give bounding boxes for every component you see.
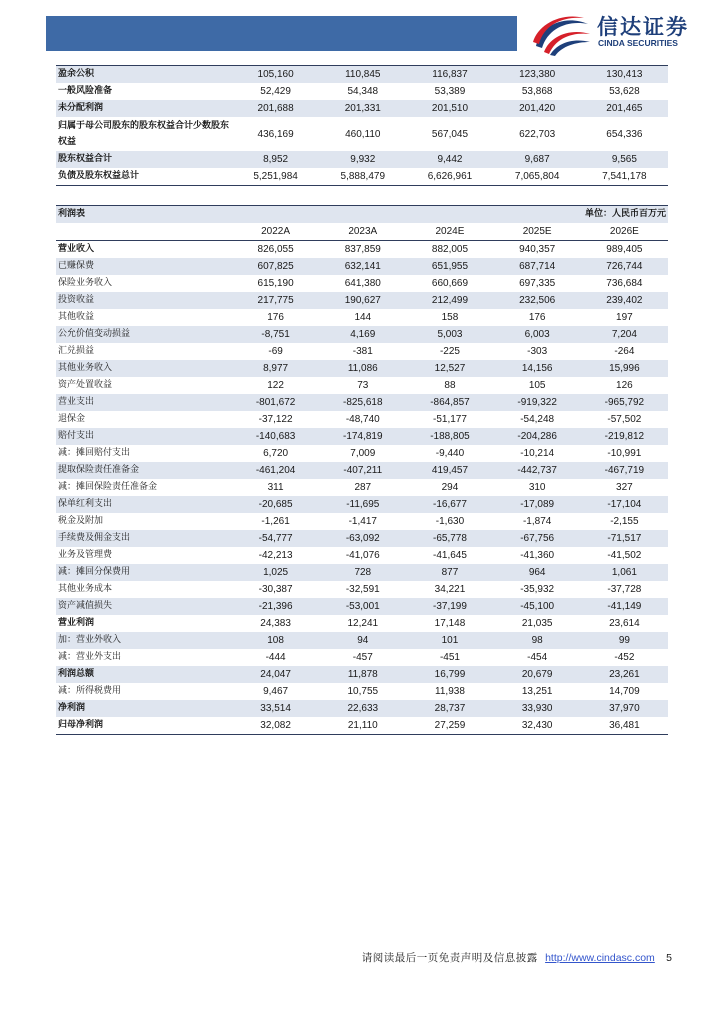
cell-value: 212,499 (406, 292, 493, 309)
cell-value: 660,669 (431, 278, 469, 289)
cell-value: 728 (319, 564, 406, 581)
row-label: 其他收益 (58, 312, 95, 322)
cell-value: 201,331 (319, 100, 406, 117)
cell-value: 27,259 (434, 720, 466, 731)
row-label: 营业收入 (58, 244, 95, 254)
cell-value: 239,402 (581, 292, 668, 309)
cell-value: 24,383 (260, 618, 291, 629)
cell-value: 14,709 (609, 686, 640, 697)
cell-value: 622,703 (519, 128, 556, 140)
cell-value: -17,104 (581, 496, 668, 513)
cell-value: -444 (265, 652, 286, 663)
income-statement-title-row (56, 206, 668, 224)
cell-value: 651,955 (406, 258, 493, 275)
table-row (56, 168, 668, 186)
cell-value: -63,092 (319, 530, 406, 547)
table-row (56, 581, 668, 598)
cell-value: 726,744 (581, 258, 668, 275)
row-label: 投资收益 (56, 292, 232, 309)
cell-value: 73 (357, 380, 369, 391)
cell-value: 23,261 (581, 666, 668, 683)
cell-value: 98 (494, 632, 581, 649)
cell-value: -41,645 (433, 550, 467, 561)
cell-value: 217,775 (232, 292, 319, 309)
table-row (56, 462, 668, 479)
row-label: 提取保险责任准备金 (56, 462, 232, 479)
cell-value: -457 (352, 652, 373, 663)
cell-value: 697,335 (519, 278, 556, 289)
cell-value: 12,527 (406, 360, 493, 377)
cell-value: 607,825 (232, 258, 319, 275)
cell-value: -32,591 (345, 584, 380, 595)
cell-value: 877 (406, 564, 493, 581)
cell-value: 5,003 (406, 326, 493, 343)
table-row (56, 100, 668, 117)
cell-value: 144 (354, 312, 372, 323)
year-header: 2025E (494, 223, 581, 241)
cell-value: 130,413 (581, 66, 668, 84)
cell-value: -188,805 (406, 428, 493, 445)
cell-value: 34,221 (434, 584, 466, 595)
cell-value: 964 (494, 564, 581, 581)
row-label: 减：营业外支出 (58, 652, 122, 662)
cell-value: 12,241 (347, 618, 379, 629)
income-statement-title: 利润表 (56, 206, 232, 224)
cell-value: 6,003 (494, 326, 581, 343)
cell-value: 33,514 (232, 700, 319, 717)
cell-value: -174,819 (319, 428, 406, 445)
row-label: 资产减值损失 (56, 598, 232, 615)
cell-value: 9,467 (263, 686, 289, 697)
year-header: 2026E (581, 223, 668, 241)
cell-value: 436,169 (257, 128, 294, 140)
row-label: 汇兑损益 (58, 346, 95, 356)
cell-value: 99 (581, 632, 668, 649)
cell-value: 294 (441, 482, 459, 493)
table-row (56, 445, 668, 462)
cell-value: 105,160 (232, 66, 319, 84)
row-label: 归母净利润 (58, 720, 104, 730)
cell-value: 8,952 (232, 151, 319, 168)
cell-value: 11,086 (319, 360, 406, 377)
cell-value: -21,396 (232, 598, 319, 615)
cell-value: -461,204 (232, 462, 319, 479)
cell-value: 13,251 (521, 686, 553, 697)
cell-value: -41,360 (520, 550, 555, 561)
cell-value: -11,695 (319, 496, 406, 513)
cell-value: -467,719 (581, 462, 668, 479)
cell-value: 33,930 (494, 700, 581, 717)
row-label: 减：摊回保险责任准备金 (58, 482, 158, 492)
cell-value: 311 (267, 482, 284, 493)
cell-value: -1,261 (261, 516, 290, 527)
table-row (56, 700, 668, 717)
cell-value: -452 (614, 652, 635, 663)
cell-value: 9,687 (494, 151, 581, 168)
cell-value: 8,977 (232, 360, 319, 377)
cell-value: -37,122 (258, 414, 293, 425)
cell-value: 37,970 (581, 700, 668, 717)
cell-value: -140,683 (232, 428, 319, 445)
logo-english-text: CINDA SECURITIES (598, 38, 678, 48)
table-row (56, 717, 668, 735)
cell-value: 1,061 (581, 564, 668, 581)
row-label: 一般风险准备 (58, 86, 113, 96)
cell-value: -204,286 (494, 428, 581, 445)
table-row (56, 428, 668, 445)
cell-value: 310 (528, 482, 546, 493)
cell-value: 53,868 (521, 86, 553, 97)
table-row (56, 151, 668, 168)
row-label: 减：所得税费用 (58, 686, 122, 696)
cell-value: -42,213 (258, 550, 293, 561)
cell-value: -919,322 (494, 394, 581, 411)
table-row (56, 479, 668, 496)
income-statement-table (56, 205, 668, 735)
table-row (56, 377, 668, 394)
cell-value: -41,149 (581, 598, 668, 615)
cell-value: 32,082 (260, 720, 291, 731)
logo-chinese-text: 信达证券 (597, 15, 689, 39)
cell-value: 6,720 (263, 448, 289, 459)
row-label: 手续费及佣金支出 (56, 530, 232, 547)
cinda-logo (530, 12, 710, 56)
cell-value: 101 (406, 632, 493, 649)
cell-value: -67,756 (494, 530, 581, 547)
cell-value: 736,684 (606, 278, 643, 289)
row-label: 赔付支出 (56, 428, 232, 445)
table-row (56, 530, 668, 547)
cell-value: 882,005 (431, 244, 469, 255)
cell-value: -8,751 (232, 326, 319, 343)
cell-value: -264 (614, 346, 635, 357)
table-row (56, 632, 668, 649)
cell-value: -451 (439, 652, 460, 663)
header-banner (46, 16, 517, 51)
table-row (56, 117, 668, 151)
cell-value: 419,457 (406, 462, 493, 479)
cell-value: -10,214 (520, 448, 555, 459)
cell-value: 615,190 (257, 278, 294, 289)
cell-value: -53,001 (319, 598, 406, 615)
table-row (56, 258, 668, 275)
table-row (56, 309, 668, 326)
cell-value: 197 (616, 312, 633, 323)
cell-value: 20,679 (494, 666, 581, 683)
cell-value: 826,055 (257, 244, 294, 255)
cell-value: 176 (528, 312, 546, 323)
cell-value: 654,336 (606, 128, 643, 140)
table-row (56, 496, 668, 513)
cell-value: 287 (354, 482, 372, 493)
cell-value: 201,688 (232, 100, 319, 117)
cell-value: 687,714 (494, 258, 581, 275)
cell-value: 16,799 (406, 666, 493, 683)
cell-value: -69 (268, 346, 283, 357)
cell-value: 54,348 (347, 86, 379, 97)
cell-value: 105 (528, 380, 546, 391)
cell-value: -37,199 (406, 598, 493, 615)
cell-value: 9,442 (406, 151, 493, 168)
cell-value: 23,614 (609, 618, 640, 629)
cell-value: 9,932 (319, 151, 406, 168)
table-row (56, 343, 668, 360)
cell-value: -51,177 (433, 414, 467, 425)
cell-value: 88 (444, 380, 456, 391)
cell-value: 53,628 (609, 86, 640, 97)
cell-value: 190,627 (319, 292, 406, 309)
cell-value: -801,672 (232, 394, 319, 411)
cell-value: 108 (232, 632, 319, 649)
table-row (56, 394, 668, 411)
balance-sheet-tail-table (56, 65, 668, 186)
cell-value: -37,728 (607, 584, 642, 595)
row-label: 营业利润 (58, 618, 95, 628)
cell-value: -219,812 (581, 428, 668, 445)
row-label: 已赚保费 (56, 258, 232, 275)
cell-value: 232,506 (494, 292, 581, 309)
cell-value: -10,991 (607, 448, 642, 459)
row-label: 减：摊回赔付支出 (58, 448, 131, 458)
cell-value: -1,630 (435, 516, 465, 527)
cell-value: 17,148 (434, 618, 466, 629)
row-label: 业务及管理费 (58, 550, 113, 560)
row-label: 股东权益合计 (56, 151, 232, 168)
row-label: 税金及附加 (58, 516, 104, 526)
page-footer (362, 950, 672, 965)
row-label: 保险业务收入 (58, 278, 113, 288)
cell-value: -407,211 (319, 462, 406, 479)
cell-value: 989,405 (606, 244, 643, 255)
disclaimer-text: 请阅读最后一页免责声明及信息披露 (361, 952, 538, 964)
row-label: 公允价值变动损益 (56, 326, 232, 343)
year-header: 2024E (406, 223, 493, 241)
cell-value: 632,141 (319, 258, 406, 275)
cell-value: 5,251,984 (253, 171, 298, 182)
row-label: 归属于母公司股东的股东权益合计少数股东权益 (58, 121, 230, 147)
cell-value: 123,380 (494, 66, 581, 84)
cell-value: -57,502 (607, 414, 642, 425)
cell-value: 1,025 (232, 564, 319, 581)
cell-value: 7,065,804 (514, 171, 560, 182)
cell-value: 10,755 (347, 686, 379, 697)
cell-value: -30,387 (258, 584, 293, 595)
table-row (56, 683, 668, 700)
cell-value: 52,429 (260, 86, 291, 97)
cell-value: 6,626,961 (427, 171, 473, 182)
table-row (56, 411, 668, 428)
cell-value: 122 (267, 380, 284, 391)
cell-value: 4,169 (319, 326, 406, 343)
cell-value: 32,430 (521, 720, 553, 731)
row-label: 退保金 (58, 414, 86, 424)
cell-value: -17,089 (494, 496, 581, 513)
row-label: 净利润 (56, 700, 232, 717)
cell-value: -41,076 (345, 550, 380, 561)
cell-value: -45,100 (494, 598, 581, 615)
cell-value: -16,677 (406, 496, 493, 513)
table-row (56, 649, 668, 666)
cell-value: -864,857 (406, 394, 493, 411)
table-row (56, 292, 668, 309)
cell-value: 9,565 (581, 151, 668, 168)
row-label: 减：摊回分保费用 (56, 564, 232, 581)
table-row (56, 360, 668, 377)
table-row (56, 615, 668, 632)
row-label: 利润总额 (56, 666, 232, 683)
cell-value: 24,047 (232, 666, 319, 683)
cell-value: -225 (439, 346, 460, 357)
cell-value: 116,837 (406, 66, 493, 84)
cell-value: 11,938 (435, 686, 465, 697)
cell-value: 158 (441, 312, 459, 323)
table-row (56, 564, 668, 581)
cell-value: 21,110 (347, 720, 378, 731)
cell-value: 11,878 (319, 666, 406, 683)
row-label: 加：营业外收入 (56, 632, 232, 649)
table-row (56, 241, 668, 259)
cell-value: -442,737 (494, 462, 581, 479)
cell-value: 327 (616, 482, 633, 493)
row-label: 其他业务成本 (58, 584, 113, 594)
table-row (56, 275, 668, 292)
cell-value: 7,541,178 (602, 171, 647, 182)
cell-value: -1,417 (348, 516, 377, 527)
cell-value: -2,155 (610, 516, 639, 527)
table-row (56, 83, 668, 100)
cell-value: 126 (616, 380, 633, 391)
cell-value: -48,740 (345, 414, 380, 425)
website-link[interactable]: http://www.cindasc.com (545, 952, 655, 964)
page-number: 5 (666, 952, 672, 964)
cell-value: -65,778 (406, 530, 493, 547)
cinda-swoosh-icon (530, 12, 592, 56)
cell-value: 940,357 (519, 244, 556, 255)
cell-value: 14,156 (494, 360, 581, 377)
row-label: 负债及股东权益总计 (58, 171, 140, 181)
table-row (56, 598, 668, 615)
cell-value: 15,996 (581, 360, 668, 377)
cell-value: -454 (527, 652, 548, 663)
cell-value: 94 (319, 632, 406, 649)
cell-value: -20,685 (232, 496, 319, 513)
cell-value: 110,845 (319, 66, 406, 84)
cell-value: 22,633 (319, 700, 406, 717)
cell-value: 837,859 (344, 244, 381, 255)
cell-value: -303 (527, 346, 548, 357)
cell-value: 28,737 (406, 700, 493, 717)
row-label: 保单红利支出 (56, 496, 232, 513)
unit-label: 单位：人民币百万元 (232, 206, 668, 224)
cell-value: 53,389 (434, 86, 466, 97)
cell-value: -35,932 (520, 584, 555, 595)
cell-value: 7,009 (350, 448, 376, 459)
table-row (56, 666, 668, 683)
cell-value: 176 (267, 312, 284, 323)
row-label: 资产处置收益 (58, 380, 113, 390)
table-row (56, 326, 668, 343)
cell-value: 7,204 (581, 326, 668, 343)
cell-value: -71,517 (581, 530, 668, 547)
row-label: 盈余公积 (56, 66, 232, 84)
table-row (56, 513, 668, 530)
row-label: 其他业务收入 (56, 360, 232, 377)
year-header-row (56, 223, 668, 241)
cell-value: -54,248 (520, 414, 555, 425)
cell-value: 641,380 (344, 278, 381, 289)
cell-value: -9,440 (435, 448, 465, 459)
year-header: 2022A (232, 223, 319, 241)
year-header: 2023A (319, 223, 406, 241)
cell-value: -54,777 (232, 530, 319, 547)
row-label: 营业支出 (56, 394, 232, 411)
cell-value: -1,874 (522, 516, 552, 527)
cell-value: -965,792 (581, 394, 668, 411)
cell-value: 36,481 (609, 720, 640, 731)
cell-value: 21,035 (521, 618, 553, 629)
table-row (56, 547, 668, 564)
cell-value: -41,502 (607, 550, 642, 561)
table-row (56, 66, 668, 84)
cell-value: 201,510 (406, 100, 493, 117)
cell-value: 5,888,479 (340, 171, 386, 182)
cell-value: 460,110 (345, 128, 381, 140)
cell-value: 567,045 (431, 128, 469, 140)
cell-value: 201,420 (494, 100, 581, 117)
cell-value: 201,465 (581, 100, 668, 117)
cell-value: -381 (352, 346, 373, 357)
row-label: 未分配利润 (56, 100, 232, 117)
cell-value: -825,618 (319, 394, 406, 411)
